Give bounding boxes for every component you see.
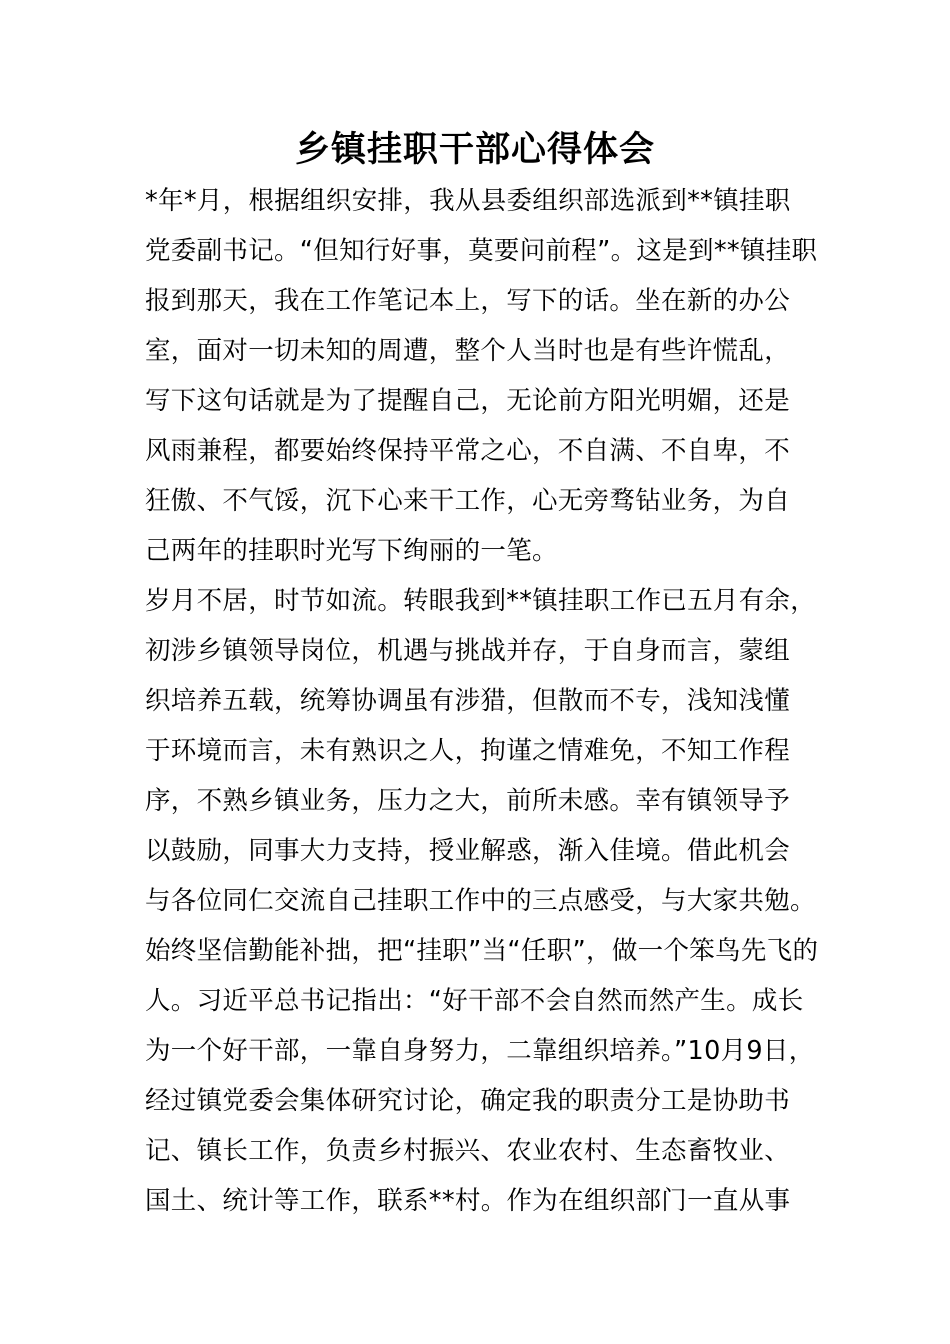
text-line: 报到那天，我在工作笔记本上，写下的话。坐在新的办公 xyxy=(145,286,791,316)
text-line: 狂傲、不气馁，沉下心来干工作，心无旁骛钻业务，为自 xyxy=(145,486,791,516)
text-line: 岁月不居，时节如流。转眼我到**镇挂职工作已五月有余， xyxy=(145,586,817,616)
document-title: 乡镇挂职干部心得体会 xyxy=(294,130,655,170)
text-line: 与各位同仁交流自己挂职工作中的三点感受，与大家共勉。 xyxy=(145,886,816,916)
text-line: 初涉乡镇领导岗位，机遇与挑战并存，于自身而言，蒙组 xyxy=(145,636,791,666)
text-line: 为一个好干部，一靠自身努力，二靠组织培养。”10月9日， xyxy=(145,1036,815,1066)
text-line: 序，不熟乡镇业务，压力之大，前所未感。幸有镇领导予 xyxy=(145,786,791,816)
text-line: 党委副书记。“但知行好事，莫要问前程”。这是到**镇挂职 xyxy=(145,236,818,266)
text-line: 国土、统计等工作，联系**村。作为在组织部门一直从事 xyxy=(145,1186,791,1216)
text-line: 以鼓励，同事大力支持，授业解惑，渐入佳境。借此机会 xyxy=(145,836,791,866)
text-line: 织培养五载，统筹协调虽有涉猎，但散而不专，浅知浅懂 xyxy=(145,686,791,716)
text-line: 于环境而言，未有熟识之人，拘谨之情难免，不知工作程 xyxy=(145,736,791,766)
text-line: *年*月，根据组织安排，我从县委组织部选派到**镇挂职 xyxy=(145,186,791,216)
text-line: 人。习近平总书记指出：“好干部不会自然而然产生。成长 xyxy=(145,986,804,1016)
document-body xyxy=(145,176,845,1226)
text-line: 始终坚信勤能补拙，把“挂职”当“任职”，做一个笨鸟先飞的 xyxy=(145,936,819,966)
text-line: 己两年的挂职时光写下绚丽的一笔。 xyxy=(145,536,558,566)
text-line: 写下这句话就是为了提醒自己，无论前方阳光明媚，还是 xyxy=(145,386,791,416)
text-line: 室，面对一切未知的周遭，整个人当时也是有些许慌乱， xyxy=(145,336,791,366)
text-line: 记、镇长工作，负责乡村振兴、农业农村、生态畜牧业、 xyxy=(145,1136,791,1166)
text-line: 风雨兼程，都要始终保持平常之心，不自满、不自卑，不 xyxy=(145,436,791,466)
text-line: 经过镇党委会集体研究讨论，确定我的职责分工是协助书 xyxy=(145,1086,791,1116)
